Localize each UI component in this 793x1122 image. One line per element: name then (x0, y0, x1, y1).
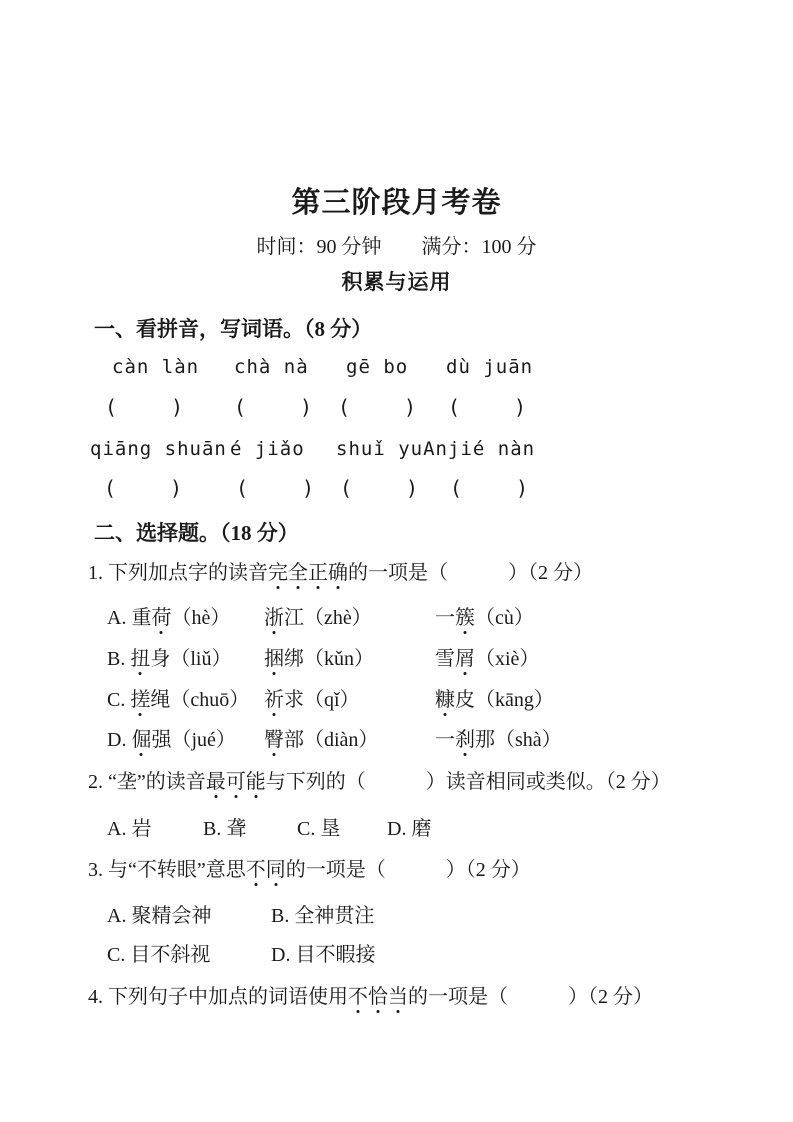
stem-text: 4. 下列句子中加点的词语使用 (88, 986, 348, 1008)
answer-blank (105, 395, 183, 419)
option-emphasis: 糠 (435, 689, 455, 711)
part-heading-accumulation: 积累与运用 (341, 270, 452, 294)
exam-meta (0, 230, 793, 259)
exam-time: 时间：90 分钟 (256, 236, 382, 258)
option-item (264, 723, 378, 752)
stem-text: 1. 下列加点字的读音 (88, 562, 268, 584)
paren-open: ( (338, 395, 351, 419)
option-text: 皮（kāng） (455, 689, 554, 711)
pinyin-word: jié nàn (448, 438, 536, 460)
answer-blank (338, 395, 416, 419)
option-text: 江（zhè） (284, 607, 372, 629)
option-text: 那（shà） (475, 729, 562, 751)
option-text: （cù） (475, 607, 534, 629)
option-item (107, 642, 231, 671)
stem-text: 2. “垄”的读音 (88, 771, 206, 793)
answer-blank (234, 395, 312, 419)
option-emphasis: 刹 (455, 729, 475, 751)
question-4-stem (88, 980, 653, 1009)
option-emphasis: 荷 (151, 607, 171, 629)
paren-open: ( (104, 476, 117, 500)
stem-emphasis: 最可能 (206, 771, 266, 793)
pinyin-word: càn làn (112, 356, 200, 378)
option-item: D. 磨 (387, 818, 432, 840)
answer-blank (104, 476, 182, 500)
option-text: 绑（kǔn） (284, 648, 374, 670)
option-item (107, 683, 249, 712)
pinyin-word: dù juān (446, 356, 534, 378)
question-1-stem (88, 556, 593, 585)
option-text: A. 重 (107, 607, 152, 629)
stem-emphasis: 不同 (246, 859, 286, 881)
option-item (435, 642, 539, 671)
option-item (264, 601, 372, 630)
pinyin-word: chà nà (234, 356, 309, 378)
paren-open: ( (236, 476, 249, 500)
option-emphasis: 浙 (264, 607, 284, 629)
paren-close: ) (169, 476, 182, 500)
stem-emphasis: 完全正确 (268, 562, 348, 584)
option-text: 一 (435, 729, 455, 751)
pinyin-word: é jiǎo (230, 438, 305, 460)
option-text: B. (107, 648, 131, 670)
paren-close: ) (405, 476, 418, 500)
exam-full-score: 满分：100 分 (421, 236, 537, 258)
option-text: （xiè） (475, 648, 540, 670)
option-item (107, 601, 230, 630)
section-1-heading: 一、看拼音，写词语。（8 分） (94, 317, 373, 341)
option-item: A. 聚精会神 (107, 905, 212, 927)
paren-close: ) (301, 476, 314, 500)
option-item (264, 642, 374, 671)
option-item (435, 723, 562, 752)
paren-open: ( (448, 395, 461, 419)
option-text: 身（liǔ） (150, 648, 232, 670)
option-item: D. 目不暇接 (271, 944, 376, 966)
option-emphasis: 倔 (131, 729, 151, 751)
option-text: 一 (435, 607, 455, 629)
answer-blank (340, 476, 418, 500)
option-text: 求（qǐ） (284, 689, 360, 711)
option-text: 部（diàn） (284, 729, 379, 751)
option-emphasis: 臀 (264, 729, 284, 751)
stem-emphasis: 不恰当 (348, 986, 408, 1008)
option-emphasis: 祈 (264, 689, 284, 711)
option-item (264, 683, 360, 712)
option-text: D. (107, 729, 132, 751)
option-item (435, 601, 534, 630)
paren-close: ) (515, 476, 528, 500)
stem-text: 3. 与“不转眼”意思 (88, 859, 246, 881)
stem-text: 的一项是（ ）（2 分） (348, 562, 593, 584)
answer-blank (236, 476, 314, 500)
option-text: （hè） (171, 607, 231, 629)
paren-close: ) (403, 395, 416, 419)
paren-open: ( (234, 395, 247, 419)
stem-text: 与下列的（ ）读音相同或类似。（2 分） (265, 771, 671, 793)
answer-blank (450, 476, 528, 500)
paren-close: ) (170, 395, 183, 419)
option-item: A. 岩 (107, 818, 152, 840)
option-item: B. 聋 (203, 818, 247, 840)
option-emphasis: 捆 (264, 648, 284, 670)
option-item (107, 723, 236, 752)
exam-title: 第三阶段月考卷 (291, 187, 502, 219)
question-3-stem (88, 853, 531, 882)
option-text: 强（jué） (151, 729, 236, 751)
stem-text: 的一项是（ ）（2 分） (408, 986, 653, 1008)
pinyin-word: shuǐ yuAn (336, 438, 448, 460)
option-text: C. (107, 689, 131, 711)
paren-open: ( (105, 395, 118, 419)
paren-open: ( (450, 476, 463, 500)
paren-open: ( (340, 476, 353, 500)
section-2-heading: 二、选择题。（18 分） (94, 521, 299, 545)
option-item: C. 目不斜视 (107, 944, 211, 966)
option-text: 绳（chuō） (150, 689, 250, 711)
option-emphasis: 扭 (130, 648, 150, 670)
option-emphasis: 屑 (455, 648, 475, 670)
answer-blank (448, 395, 526, 419)
option-emphasis: 簇 (455, 607, 475, 629)
question-2-stem (88, 765, 671, 794)
option-item (435, 683, 554, 712)
option-item: B. 全神贯注 (271, 905, 375, 927)
option-item: C. 垦 (297, 818, 341, 840)
paren-close: ) (299, 395, 312, 419)
pinyin-word: qiāng shuān (90, 438, 227, 460)
pinyin-word: gē bo (346, 356, 409, 378)
option-emphasis: 搓 (130, 689, 150, 711)
option-text: 雪 (435, 648, 455, 670)
stem-text: 的一项是（ ）（2 分） (285, 859, 531, 881)
paren-close: ) (513, 395, 526, 419)
